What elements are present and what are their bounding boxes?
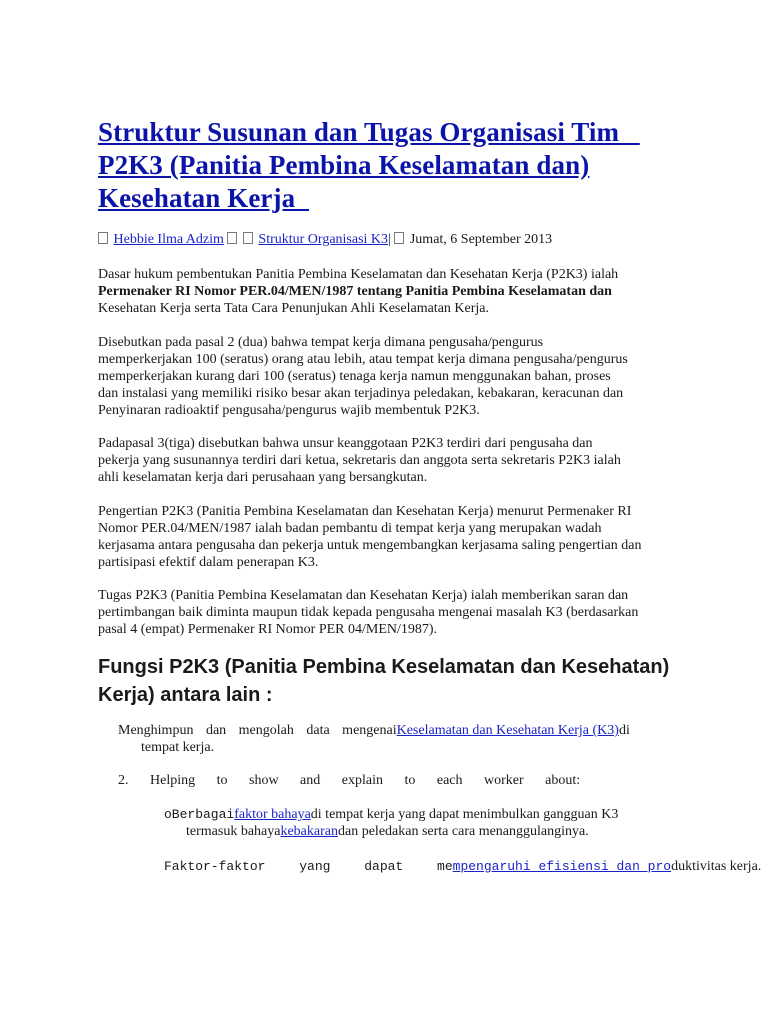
paragraph-article-2	[98, 334, 698, 419]
paragraph-definition	[98, 503, 698, 571]
paragraph-article-3	[98, 435, 698, 486]
list-item-text: dan peledakan serta cara menanggulanginya.	[338, 824, 589, 839]
list-item-text: di tempat kerja yang dapat menimbulkan gangguan K3	[310, 807, 619, 822]
section-heading-line-1: Fungsi P2K3 (Panitia Pembina Keselamatan dan Kesehatan)	[98, 656, 670, 678]
folder-icon	[243, 232, 253, 244]
meta-separator: |	[388, 232, 391, 247]
paragraph-line: Disebutkan pada pasal 2 (dua) bahwa tempat kerja dimana pengusaha/pengurus	[98, 335, 544, 350]
sub-list-item-1	[164, 806, 764, 840]
list-item-text: di	[618, 723, 630, 738]
list-item-text: termasuk bahaya	[186, 824, 281, 839]
sub-list-item-2	[164, 858, 764, 875]
bullet-label: oBerbagai	[164, 807, 235, 822]
article-title[interactable]	[98, 116, 698, 215]
author-link[interactable]: Hebbie Ilma Adzim	[113, 232, 224, 247]
paragraph-line: pekerja yang susunannya terdiri dari ketua, sekretaris dan anggota serta sekretaris P2K3 ialah	[98, 453, 621, 468]
list-item-1	[118, 722, 718, 756]
section-heading-line-2: Kerja) antara lain :	[98, 684, 273, 706]
article-title-line-1[interactable]: Struktur Susunan dan Tugas Organisasi Tim	[98, 117, 640, 147]
fire-link[interactable]: kebakaran	[280, 824, 338, 839]
list-item-2	[118, 772, 718, 789]
paragraph-line: memperkerjakan 100 (seratus) orang atau lebih, atau tempat kerja dimana pengusaha/pengurus	[98, 352, 628, 367]
user-icon	[98, 232, 108, 244]
article-title-line-2[interactable]: P2K3 (Panitia Pembina Keselamatan dan)	[98, 150, 590, 180]
paragraph-line: pasal 4 (empat) Permenaker RI Nomor PER 04/MEN/1987).	[98, 622, 438, 637]
paragraph-line: Nomor PER.04/MEN/1987 ialah badan pembantu di tempat kerja yang merupakan wadah	[98, 521, 602, 536]
post-date: Jumat, 6 September 2013	[409, 232, 553, 247]
list-item-text: Menghimpun dan mengolah data mengenai	[118, 723, 397, 738]
list-item-text: duktivitas kerja.	[671, 859, 762, 874]
paragraph-legal-basis	[98, 266, 698, 317]
list-item-text: Faktor-faktor yang dapat me	[164, 859, 453, 874]
list-item-text: 2. Helping to show and explain to each worker about:	[118, 773, 581, 788]
paragraph-duties	[98, 587, 698, 638]
paragraph-line: Padapasal 3(tiga) disebutkan bahwa unsur keanggotaan P2K3 terdiri dari pengusaha dan	[98, 436, 593, 451]
paragraph-line: ahli keselamatan kerja dari perusahaan yang bersangkutan.	[98, 470, 428, 485]
regulation-name: Permenaker RI Nomor PER.04/MEN/1987 tentang Panitia Pembina Keselamatan dan	[98, 284, 612, 299]
paragraph-line: kerjasama antara pengusaha dan pekerja untuk mengembangkan kerjasama saling pengertian dan	[98, 538, 642, 553]
article-meta	[98, 231, 718, 249]
efficiency-link[interactable]: mpengaruhi efisiensi dan pro	[452, 859, 672, 874]
separator-icon	[227, 232, 237, 244]
paragraph-line: partisipasi efektif dalam penerapan K3.	[98, 555, 319, 570]
article-title-line-3[interactable]: Kesehatan Kerja	[98, 183, 309, 213]
paragraph-line: Dasar hukum pembentukan Panitia Pembina Keselamatan dan Kesehatan Kerja (P2K3) ialah	[98, 267, 619, 282]
hazard-factor-link[interactable]: faktor bahaya	[234, 807, 311, 822]
category-link[interactable]: Struktur Organisasi K3	[258, 232, 389, 247]
list-item-text: tempat kerja.	[141, 740, 215, 755]
paragraph-line: memperkerjakan kurang dari 100 (seratus) tenaga kerja namun menggunakan bahan, proses	[98, 369, 611, 384]
paragraph-line: Kesehatan Kerja serta Tata Cara Penunjukan Ahli Keselamatan Kerja.	[98, 301, 489, 316]
paragraph-line: Pengertian P2K3 (Panitia Pembina Keselamatan dan Kesehatan Kerja) menurut Permenaker RI	[98, 504, 632, 519]
paragraph-line: Penyinaran radioaktif pengusaha/pengurus wajib membentuk P2K3.	[98, 403, 480, 418]
section-heading-functions	[98, 653, 718, 709]
paragraph-line: pertimbangan baik diminta maupun tidak kepada pengusaha mengenai masalah K3 (berdasarkan	[98, 605, 639, 620]
paragraph-line: Tugas P2K3 (Panitia Pembina Keselamatan dan Kesehatan Kerja) ialah memberikan saran dan	[98, 588, 629, 603]
calendar-icon	[394, 232, 404, 244]
paragraph-line: dan instalasi yang memiliki risiko besar akan terjadinya peledakan, kebakaran, keracunan dan	[98, 386, 624, 401]
k3-link[interactable]: Keselamatan dan Kesehatan Kerja (K3)	[396, 723, 619, 738]
